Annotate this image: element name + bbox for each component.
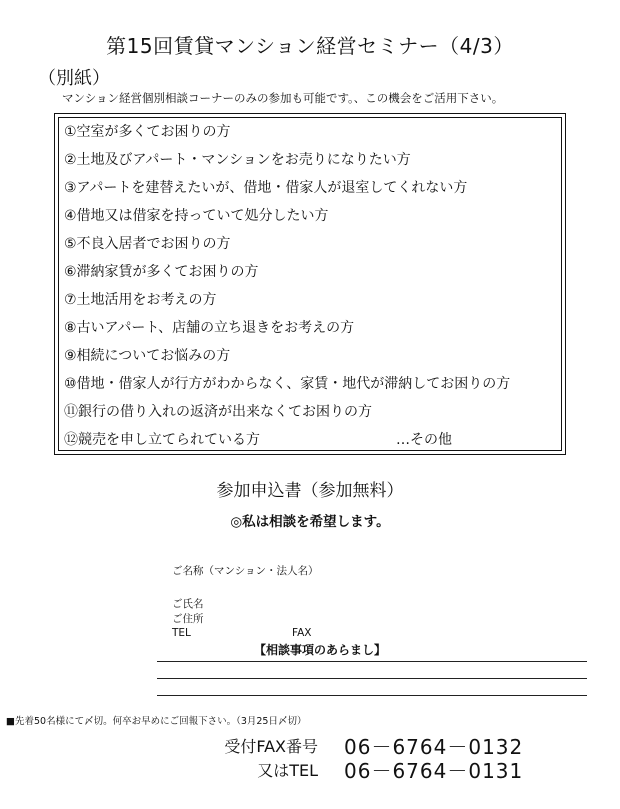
topic-item-6: ⑥滞納家賃が多くてお困りの方 [64, 264, 259, 280]
tel-number-label: 又はTEL [257, 761, 318, 780]
address-label: ご住所 [172, 613, 204, 625]
topic-item-8: ⑧古いアパート、店舗の立ち退きをお考えの方 [64, 320, 355, 336]
topic-item-1: ①空室が多くてお困りの方 [64, 124, 231, 140]
summary-line-3 [157, 695, 587, 696]
summary-line-2 [157, 678, 587, 679]
topic-etc: …その他 [396, 432, 452, 448]
fax-number-label: 受付FAX番号 [224, 737, 318, 756]
topic-item-12: ⑫競売を申し立てられている方 [64, 432, 260, 448]
topic-item-5: ⑤不良入居者でお困りの方 [64, 236, 231, 252]
topic-item-3: ③アパートを建替えたいが、借地・借家人が退室してくれない方 [64, 180, 468, 196]
tel-field-label: TEL [172, 627, 191, 639]
attachment-label: （別紙） [38, 68, 110, 89]
intro-text: マンション経営個別相談コーナーのみの参加も可能です。、この機会をご活用下さい。 [62, 91, 504, 105]
topic-item-10: ⑩借地・借家人が行方がわからなく、家賃・地代が滞納してお困りの方 [64, 376, 511, 392]
consult-topics-inner-border [58, 117, 562, 451]
person-name-label: ご氏名 [172, 598, 204, 610]
form-title: 参加申込書（参加無料） [216, 481, 404, 501]
tel-number: 06－6764－0131 [344, 759, 524, 783]
summary-line-1 [157, 661, 587, 662]
fax-number: 06－6764－0132 [344, 735, 524, 759]
seminar-title: 第15回賃貸マンション経営セミナー（4/3） [106, 34, 514, 58]
fax-field-label: FAX [292, 627, 312, 639]
deadline-note: ■先着50名様にて〆切。何卒お早めにご回報下さい。（3月25日〆切） [6, 716, 307, 727]
topic-item-12-row [64, 430, 544, 450]
topic-item-11: ⑪銀行の借り入れの返済が出来なくてお困りの方 [64, 404, 372, 420]
consult-request-text: ◎私は相談を希望します。 [230, 514, 390, 530]
topic-item-2: ②土地及びアパート・マンションをお売りになりたい方 [64, 152, 411, 168]
topic-item-9: ⑨相続についてお悩みの方 [64, 348, 231, 364]
topic-item-4: ④借地又は借家を持っていて処分したい方 [64, 208, 329, 224]
company-name-label: ご名称（マンション・法人名） [172, 565, 319, 577]
topic-item-7: ⑦土地活用をお考えの方 [64, 292, 217, 308]
consult-topics-box [54, 113, 566, 455]
consult-summary-label: 【相談事項のあらまし】 [253, 643, 386, 657]
